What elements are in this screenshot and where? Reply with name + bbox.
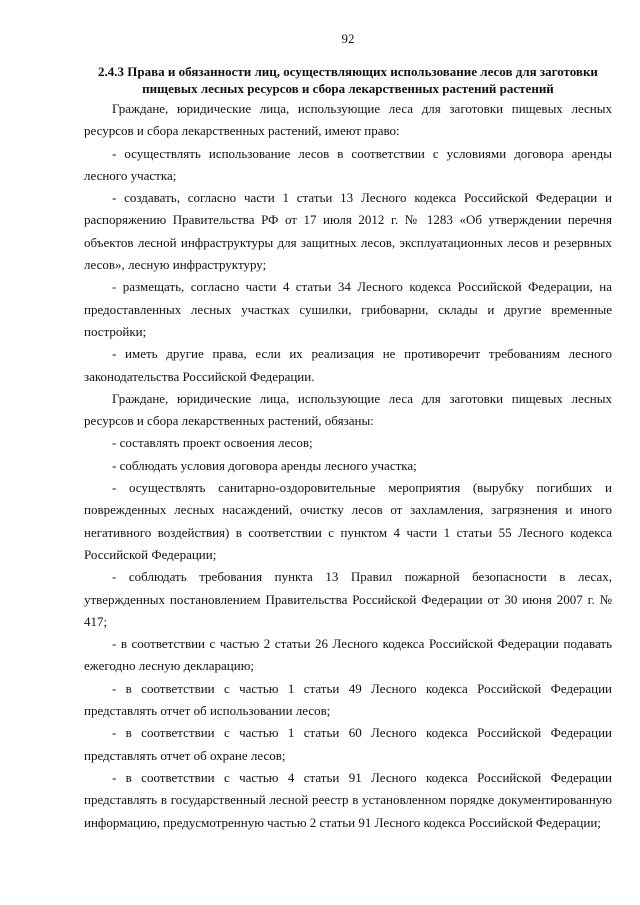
list-item-duty: - осуществлять санитарно-оздоровительные мероприятия (вырубку погибших и поврежденных лесных насаждений, очистку лесов от захламления, загрязнения и иного негативного воздействия) в соответствии с пунктом 4 части 1 статьи 55 Лесного кодекса Российской Федерации;: [84, 480, 612, 562]
list-item-right: - создавать, согласно части 1 статьи 13 Лесного кодекса Российской Федерации и распоряжению Правительства РФ от 17 июля 2012 г. № 1283 «Об утверждении перечня объектов лесной инфраструктуры для защитных лесов, эксплуатационных лесов и резервных лесов», лесную инфраструктуру;: [84, 190, 612, 273]
list-item-duty: - в соответствии с частью 1 статьи 49 Лесного кодекса Российской Федерации представлять отчет об использовании лесов;: [84, 680, 612, 719]
section-heading: [84, 63, 612, 97]
paragraph-duties-intro: Граждане, юридические лица, использующие леса для заготовки пищевых лесных ресурсов и сбора лекарственных растений, обязаны:: [84, 390, 612, 429]
list-item-right: - иметь другие права, если их реализация не противоречит требованиям лесного законодательства Российской Федерации.: [84, 346, 612, 384]
list-item-duty: - составлять проект освоения лесов;: [112, 435, 313, 451]
page-number: 92: [341, 31, 355, 46]
section-heading-line-1: 2.4.3 Права и обязанности лиц, осуществляющих использование лесов для заготовки: [98, 64, 598, 79]
list-item-duty: - соблюдать условия договора аренды лесного участка;: [112, 457, 417, 473]
list-item-duty: - в соответствии с частью 4 статьи 91 Лесного кодекса Российской Федерации представлять в государственный лесной реестр в установленном порядке документированную информацию, предусмотренную частью 2 статьи 91 Лесного кодекса Российской Федерации;: [84, 769, 612, 830]
list-item-duty: - в соответствии с частью 2 статьи 26 Лесного кодекса Российской Федерации подавать ежегодно лесную декларацию;: [84, 636, 612, 674]
list-item-right: - размещать, согласно части 4 статьи 34 Лесного кодекса Российской Федерации, на предоставленных лесных участках сушилки, грибоварни, склады и другие временные постройки;: [84, 279, 612, 339]
paragraph-rights-intro: Граждане, юридические лица, использующие леса для заготовки пищевых лесных ресурсов и сбора лекарственных растений, имеют право:: [84, 101, 612, 139]
document-body: [84, 98, 612, 834]
list-item-duty: - в соответствии с частью 1 статьи 60 Лесного кодекса Российской Федерации представлять отчет об охране лесов;: [84, 725, 612, 763]
section-heading-line-2: пищевых лесных ресурсов и сбора лекарственных растений растений: [142, 81, 554, 96]
list-item-right: - осуществлять использование лесов в соответствии с условиями договора аренды лесного участка;: [84, 145, 612, 183]
list-item-duty: - соблюдать требования пункта 13 Правил пожарной безопасности в лесах, утвержденных постановлением Правительства Российской Федерации от 30 июня 2007 г. № 417;: [84, 569, 612, 629]
